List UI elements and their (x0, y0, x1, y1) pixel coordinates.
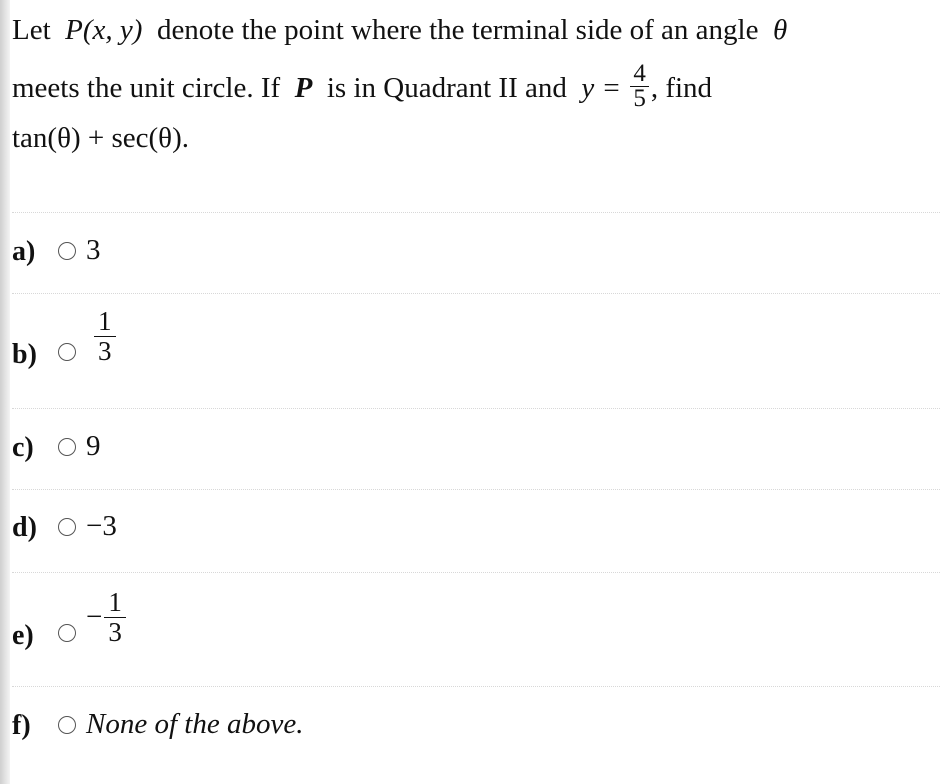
choice-value: −3 (86, 510, 117, 542)
choice-letter: d) (12, 512, 37, 543)
choice-b[interactable] (12, 305, 912, 397)
negative-sign: − (86, 601, 103, 633)
divider (12, 686, 940, 687)
choice-f[interactable] (12, 696, 912, 756)
question-theta: θ (772, 14, 788, 46)
fraction-numerator: 1 (98, 306, 112, 336)
divider (12, 489, 940, 490)
question-find: find (665, 72, 713, 105)
divider (12, 572, 940, 573)
radio-button[interactable] (58, 343, 76, 361)
choice-letter: e) (12, 620, 34, 651)
choice-e[interactable] (12, 586, 912, 678)
y-fraction-denominator: 5 (630, 86, 649, 111)
choice-value: None of the above. (86, 708, 304, 740)
radio-button[interactable] (58, 242, 76, 260)
question-let: Let (12, 14, 51, 46)
y-fraction (630, 62, 649, 111)
choice-letter: c) (12, 432, 34, 463)
fraction-denominator: 3 (94, 336, 116, 366)
radio-button[interactable] (58, 438, 76, 456)
question-expression: tan(θ) + sec(θ). (12, 122, 189, 154)
choice-letter: b) (12, 339, 37, 370)
choice-value: 3 (86, 234, 101, 266)
question-line-2 (12, 60, 713, 115)
choice-value: 9 (86, 430, 101, 462)
choice-letter: a) (12, 236, 36, 267)
question-y-eq: y = (581, 72, 622, 105)
left-shadow-edge (0, 0, 10, 784)
choice-fraction (94, 307, 116, 366)
question-panel (12, 0, 940, 784)
choice-d[interactable] (12, 498, 912, 558)
question-line2-text2: is in Quadrant II and (326, 72, 567, 105)
divider (12, 408, 940, 409)
question-line1-text: denote the point where the terminal side of an angle (156, 14, 759, 46)
fraction-denominator: 3 (104, 617, 126, 647)
question-p: P (294, 72, 313, 105)
divider (12, 212, 940, 213)
choice-fraction (86, 588, 126, 647)
divider (12, 293, 940, 294)
question-line-3 (12, 120, 189, 156)
choice-letter: f) (12, 710, 31, 741)
radio-button[interactable] (58, 716, 76, 734)
question-comma: , (650, 72, 659, 105)
question-line2-text1: meets the unit circle. If (12, 72, 281, 105)
y-fraction-numerator: 4 (633, 60, 646, 87)
fraction-numerator: 1 (108, 587, 122, 617)
choice-c[interactable] (12, 418, 912, 478)
question-line-1 (12, 12, 787, 48)
choice-a[interactable] (12, 222, 912, 282)
question-point-expr: P(x, y) (65, 14, 143, 46)
radio-button[interactable] (58, 624, 76, 642)
radio-button[interactable] (58, 518, 76, 536)
